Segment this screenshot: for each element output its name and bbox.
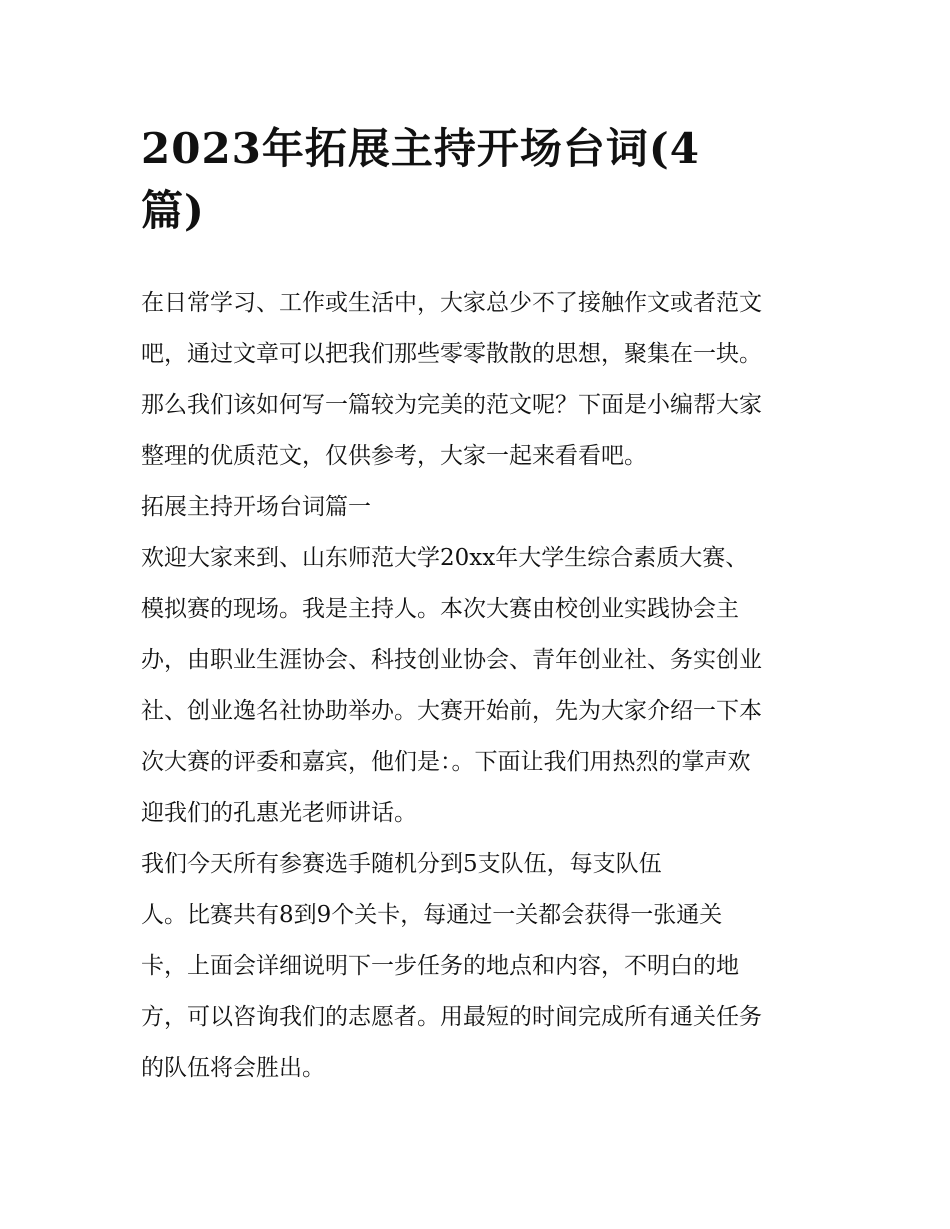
body-line: 社、创业逸名社协助举办。大赛开始前，先为大家介绍一下本 (141, 698, 762, 724)
body-line: 的队伍将会胜出。 (141, 1055, 325, 1081)
body-line: 在日常学习、工作或生活中，大家总少不了接触作文或者范文 (141, 290, 762, 316)
body-line: 欢迎大家来到、山东师范大学20xx年大学生综合素质大赛、 (141, 545, 749, 571)
body-line: 次大赛的评委和嘉宾，他们是：。下面让我们用热烈的掌声欢 (141, 749, 751, 775)
title-line-2: 篇) (141, 186, 205, 235)
document-body (141, 278, 821, 1094)
body-line: 我们今天所有参赛选手随机分到5支队伍，每支队伍 (141, 851, 662, 877)
body-line: 迎我们的孔惠光老师讲话。 (141, 800, 417, 826)
body-line: 吧，通过文章可以把我们那些零零散散的思想，聚集在一块。 (141, 341, 762, 367)
body-line: 那么我们该如何写一篇较为完美的范文呢？下面是小编帮大家 (141, 392, 762, 418)
body-line: 模拟赛的现场。我是主持人。本次大赛由校创业实践协会主 (141, 596, 739, 622)
document-title (141, 118, 781, 242)
body-line: 整理的优质范文，仅供参考，大家一起来看看吧。 (141, 443, 647, 469)
title-line-1: 2023年拓展主持开场台词(4 (141, 124, 700, 173)
body-line: 卡，上面会详细说明下一步任务的地点和内容，不明白的地 (141, 953, 739, 979)
section-heading: 拓展主持开场台词篇一 (141, 494, 371, 520)
body-line: 办，由职业生涯协会、科技创业协会、青年创业社、务实创业 (141, 647, 762, 673)
body-line: 方，可以咨询我们的志愿者。用最短的时间完成所有通关任务 (141, 1004, 762, 1030)
body-line: 人。比赛共有8到9个关卡，每通过一关都会获得一张通关 (141, 902, 723, 928)
